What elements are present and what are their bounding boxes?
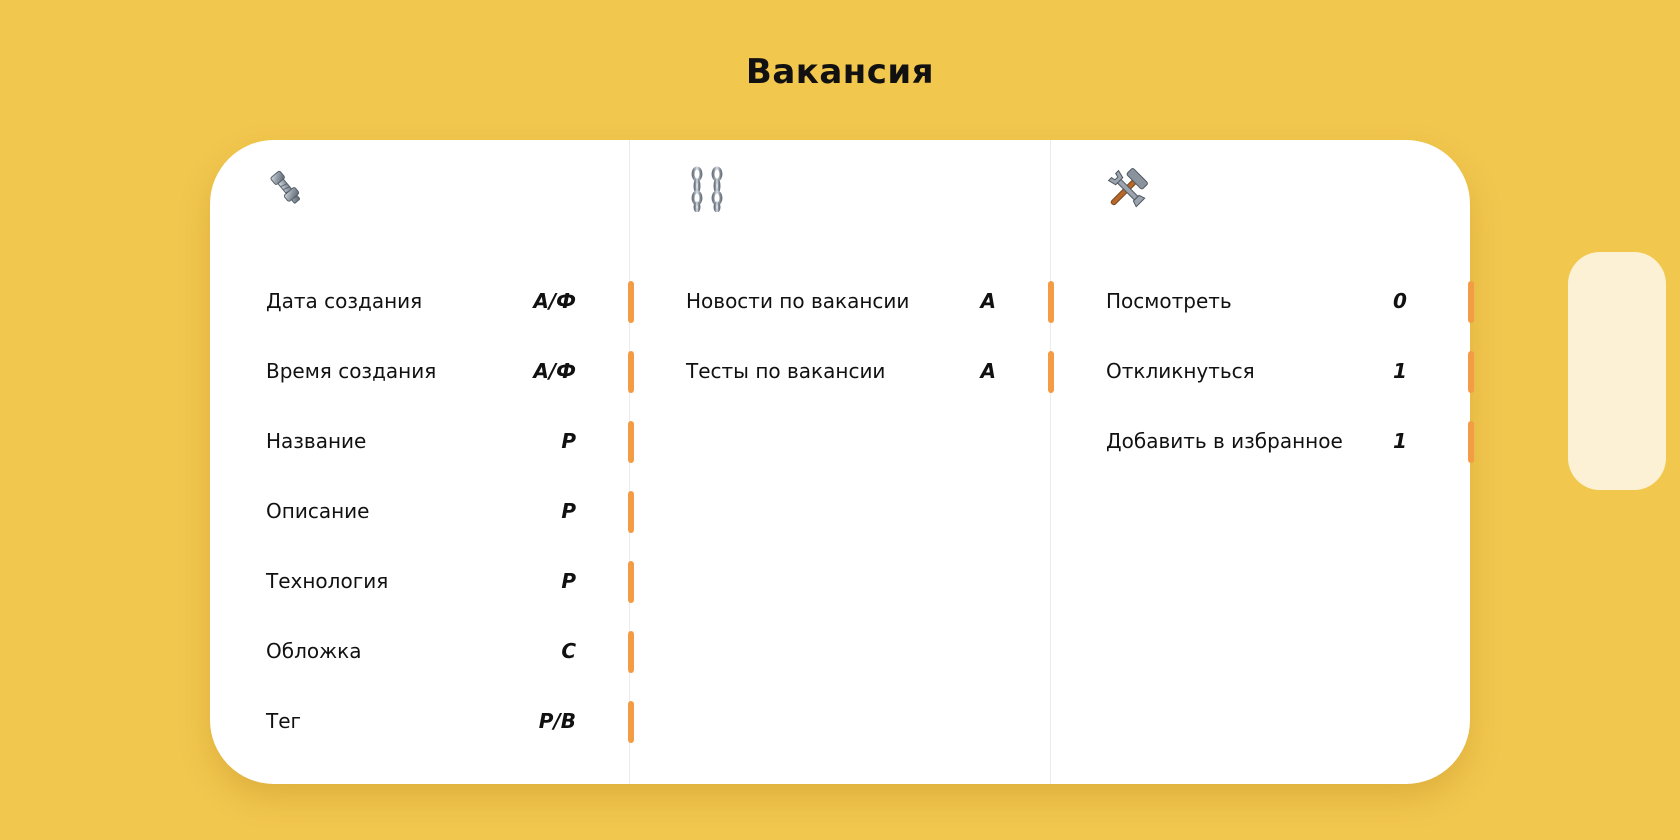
action-value: 1 [1393,429,1407,453]
field-value: С [561,639,576,663]
chains-icon [684,166,730,212]
fields-column [210,140,630,784]
row-marker [1468,281,1474,323]
field-value: А/Ф [533,289,576,313]
field-label: Технология [266,569,389,593]
field-value: Р [561,429,576,453]
field-value: Р/В [538,709,576,733]
field-row [210,491,630,531]
field-row [210,561,630,601]
vacancy-card [210,140,1470,784]
nut-and-bolt-icon [264,166,310,212]
field-label: Описание [266,499,370,523]
action-row [1050,281,1470,321]
page-title: Вакансия [745,52,935,92]
relations-column [630,140,1050,784]
field-value: Р [561,499,576,523]
field-row [210,351,630,391]
relation-value: А [980,359,996,383]
action-label: Посмотреть [1106,289,1232,313]
relation-label: Новости по вакансии [686,289,910,313]
relation-row [630,281,1050,321]
field-row [210,701,630,741]
field-row [210,421,630,461]
action-label: Откликнуться [1106,359,1255,383]
relation-value: А [980,289,996,313]
field-value: Р [561,569,576,593]
relation-label: Тесты по вакансии [686,359,886,383]
field-row [210,631,630,671]
action-value: 0 [1393,289,1407,313]
action-label: Добавить в избранное [1106,429,1343,453]
actions-column [1050,140,1470,784]
actions-value-highlight [1568,252,1666,490]
relation-row [630,351,1050,391]
field-value: А/Ф [533,359,576,383]
field-label: Дата создания [266,289,423,313]
action-row [1050,351,1470,391]
field-label: Название [266,429,367,453]
field-row [210,281,630,321]
field-label: Обложка [266,639,362,663]
row-marker [1468,351,1474,393]
field-label: Тег [266,709,302,733]
hammer-and-wrench-icon [1104,166,1150,212]
row-marker [1468,421,1474,463]
action-value: 1 [1393,359,1407,383]
field-label: Время создания [266,359,437,383]
action-row [1050,421,1470,461]
